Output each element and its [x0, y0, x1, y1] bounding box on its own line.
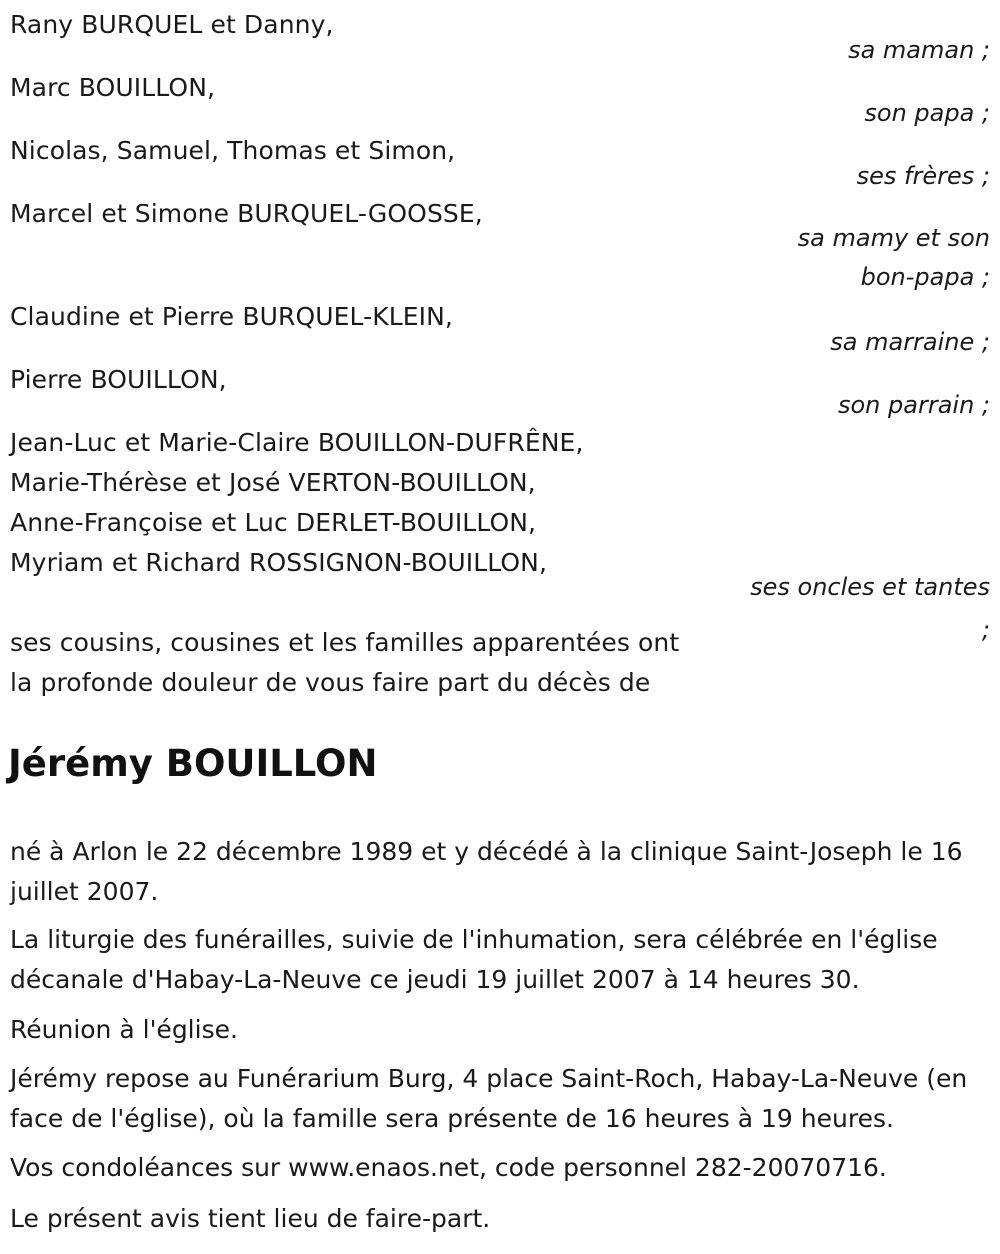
relation-grandparents-line-2: bon-papa ; [860, 263, 990, 291]
notice-paragraph: Le présent avis tient lieu de faire-part. [10, 1204, 491, 1233]
family-names-godmother: Claudine et Pierre BURQUEL-KLEIN, [10, 302, 453, 331]
reunion-paragraph: Réunion à l'église. [10, 1015, 238, 1044]
family-names-father: Marc BOUILLON, [10, 73, 216, 102]
relation-brothers: ses frères ; [856, 162, 990, 190]
uncle-aunt-names-1: Jean-Luc et Marie-Claire BOUILLON-DUFRÊNE, [10, 428, 584, 457]
announcement-line-1: ses cousins, cousines et les familles apparentées ont [10, 628, 680, 657]
relation-godmother: sa marraine ; [830, 328, 990, 356]
birth-death-paragraph: né à Arlon le 22 décembre 1989 et y décédé à la clinique Saint-Joseph le 16 juillet 2007. [10, 837, 963, 906]
relation-godfather: son parrain ; [837, 391, 990, 419]
relation-mother: sa maman ; [848, 36, 990, 64]
relation-father: son papa ; [864, 99, 990, 127]
family-names-brothers: Nicolas, Samuel, Thomas et Simon, [10, 136, 456, 165]
uncle-aunt-names-2: Marie-Thérèse et José VERTON-BOUILLON, [10, 468, 536, 497]
family-names-grandparents: Marcel et Simone BURQUEL-GOOSSE, [10, 199, 483, 228]
condolences-paragraph: Vos condoléances sur www.enaos.net, code personnel 282-20070716. [10, 1153, 887, 1182]
funeral-paragraph: La liturgie des funérailles, suivie de l'inhumation, sera célébrée en l'église décanale d'Habay-La-Neuve ce jeudi 19 juillet 2007 à 14 heures 30. [10, 925, 938, 994]
relation-grandparents-line-1: sa mamy et son [797, 224, 990, 252]
uncle-aunt-names-3: Anne-Françoise et Luc DERLET-BOUILLON, [10, 508, 537, 537]
family-names-godfather: Pierre BOUILLON, [10, 365, 227, 394]
announcement-line-2: la profonde douleur de vous faire part du décès de [10, 668, 651, 697]
relation-uncles-aunts: ses oncles et tantes [750, 573, 990, 601]
funerarium-paragraph: Jérémy repose au Funérarium Burg, 4 place Saint-Roch, Habay-La-Neuve (en face de l'église), où la famille sera présente de 16 heures à 19 heures. [10, 1064, 968, 1133]
relation-uncles-aunts-semicolon: ; [981, 616, 990, 644]
uncle-aunt-names-4: Myriam et Richard ROSSIGNON-BOUILLON, [10, 548, 548, 577]
relation-grandparents [798, 219, 990, 297]
family-names-mother: Rany BURQUEL et Danny, [10, 10, 334, 39]
deceased-name: Jérémy BOUILLON [8, 742, 378, 785]
